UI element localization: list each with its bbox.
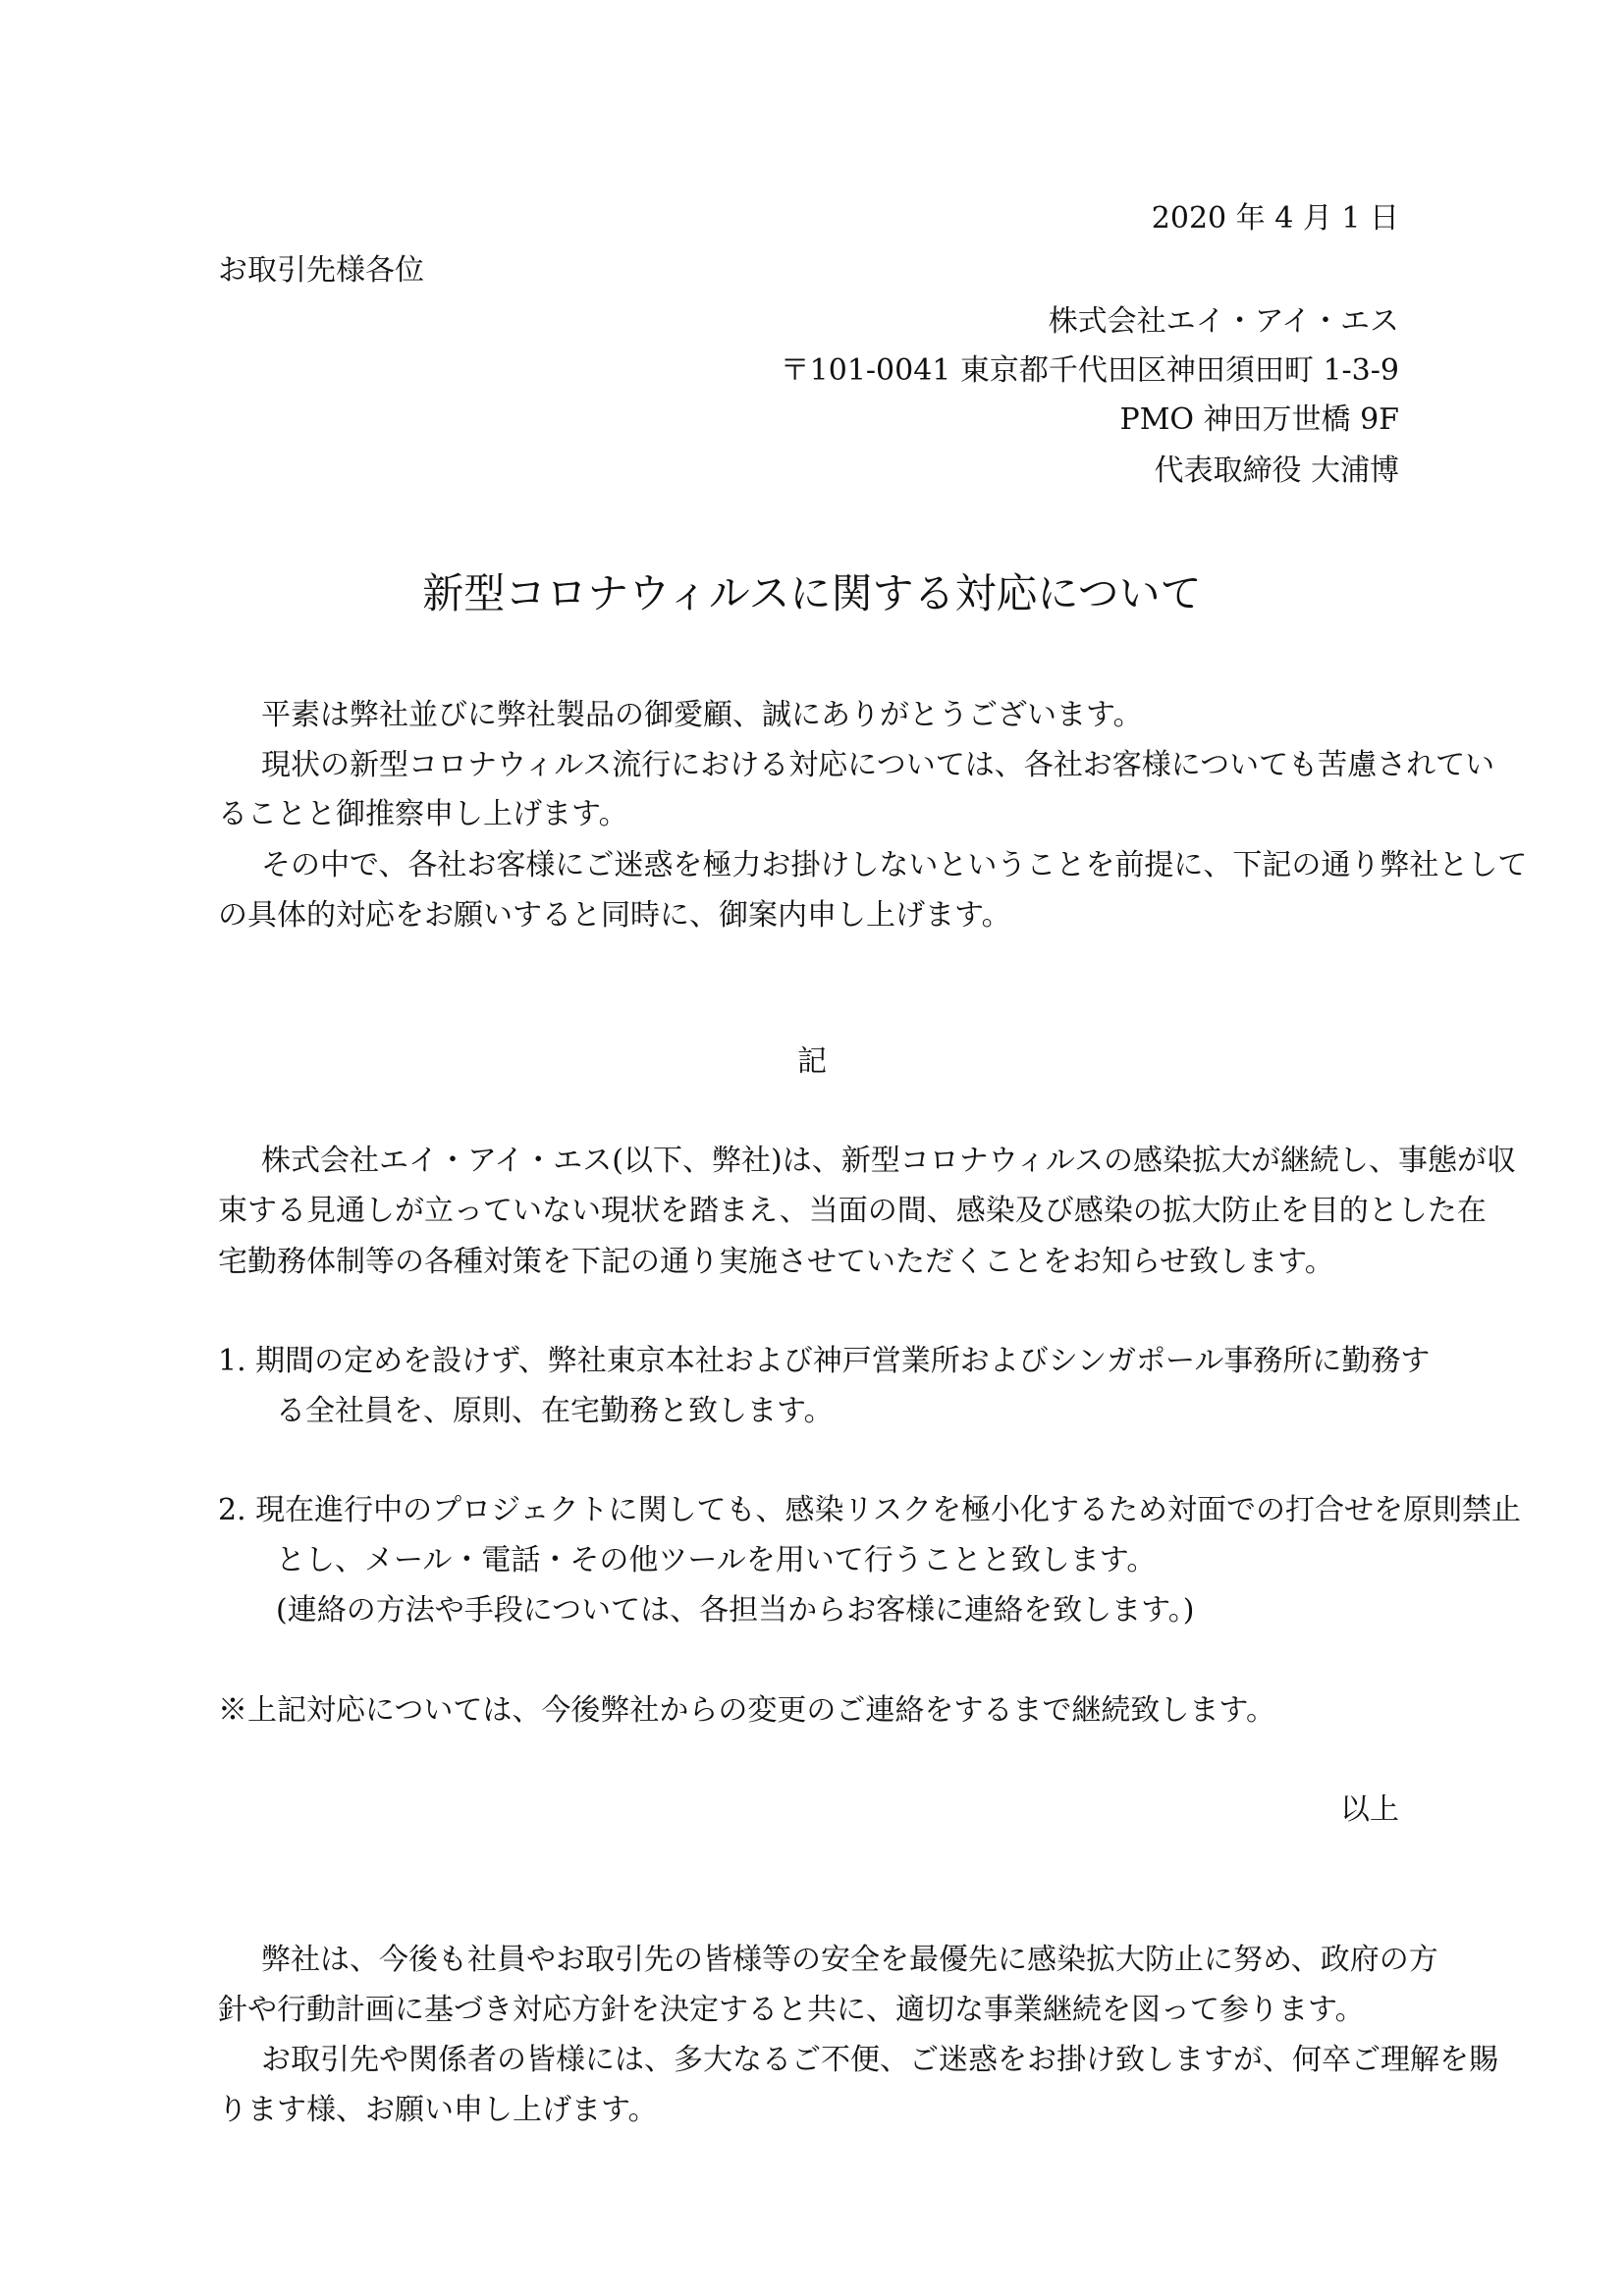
intro-paragraph-1: 平素は弊社並びに弊社製品の御愛顧、誠にありがとうございます。 (261, 698, 1143, 732)
body-lead-line-2: 束する見通しが立っていない現状を踏まえ、当面の間、感染及び感染の拡大防止を目的とした在 (218, 1194, 1487, 1228)
list-item-2-line-2: とし、メール・電話・その他ツールを用いて行うことと致します。 (276, 1543, 1157, 1577)
intro-paragraph-2-line-1: 現状の新型コロナウィルス流行における対応については、各社お客様についても苦慮されてい (261, 748, 1495, 782)
sender-representative: 代表取締役 大浦博 (1154, 454, 1399, 488)
recipient-line: お取引先様各位 (218, 253, 424, 288)
intro-paragraph-2-line-2: ることと御推察申し上げます。 (218, 797, 628, 831)
intro-paragraph-3-line-1: その中で、各社お客様にご迷惑を極力お掛けしないということを前提に、下記の通り弊社として (261, 848, 1528, 882)
intro-paragraph-3-line-2: の具体的対応をお願いすると同時に、御案内申し上げます。 (218, 898, 1011, 933)
body-lead-line-3: 宅勤務体制等の各種対策を下記の通り実施させていただくことをお知らせ致します。 (218, 1245, 1334, 1279)
page-title: 新型コロナウィルスに関する対応について (422, 569, 1202, 617)
document-date: 2020 年 4 月 1 日 (1151, 201, 1399, 236)
ijo-closing-mark: 以上 (1340, 1792, 1399, 1827)
closing-paragraph-2-line-2: ります様、お願い申し上げます。 (218, 2093, 658, 2127)
list-item-2-line-3: (連絡の方法や手段については、各担当からお客様に連絡を致します。) (276, 1593, 1195, 1628)
note-line: ※上記対応については、今後弊社からの変更のご連絡をするまで継続致します。 (218, 1693, 1275, 1728)
list-item-2-line-1: 2. 現在進行中のプロジェクトに関しても、感染リスクを極小化するため対面での打合せを原則禁止 (218, 1493, 1521, 1527)
list-item-1-line-2: る全社員を、原則、在宅勤務と致します。 (276, 1394, 834, 1428)
ki-heading: 記 (797, 1044, 827, 1079)
sender-address: 〒101-0041 東京都千代田区神田須田町 1-3-9 (780, 353, 1399, 388)
closing-paragraph-1-line-2: 針や行動計画に基づき対応方針を決定すると共に、適切な事業継続を図って参ります。 (218, 1993, 1365, 2027)
closing-paragraph-2-line-1: お取引先や関係者の皆様には、多大なるご不便、ご迷惑をお掛け致しますが、何卒ご理解を賜 (261, 2043, 1498, 2077)
list-item-1-line-1: 1. 期間の定めを設けず、弊社東京本社および神戸営業所およびシンガポール事務所に勤務す (218, 1344, 1431, 1378)
closing-paragraph-1-line-1: 弊社は、今後も社員やお取引先の皆様等の安全を最優先に感染拡大防止に努め、政府の方 (261, 1943, 1438, 1977)
sender-company: 株式会社エイ・アイ・エス (1048, 304, 1399, 339)
sender-building: PMO 神田万世橋 9F (1119, 402, 1399, 437)
body-lead-line-1: 株式会社エイ・アイ・エス(以下、弊社)は、新型コロナウィルスの感染拡大が継続し、事態が収 (261, 1144, 1517, 1178)
